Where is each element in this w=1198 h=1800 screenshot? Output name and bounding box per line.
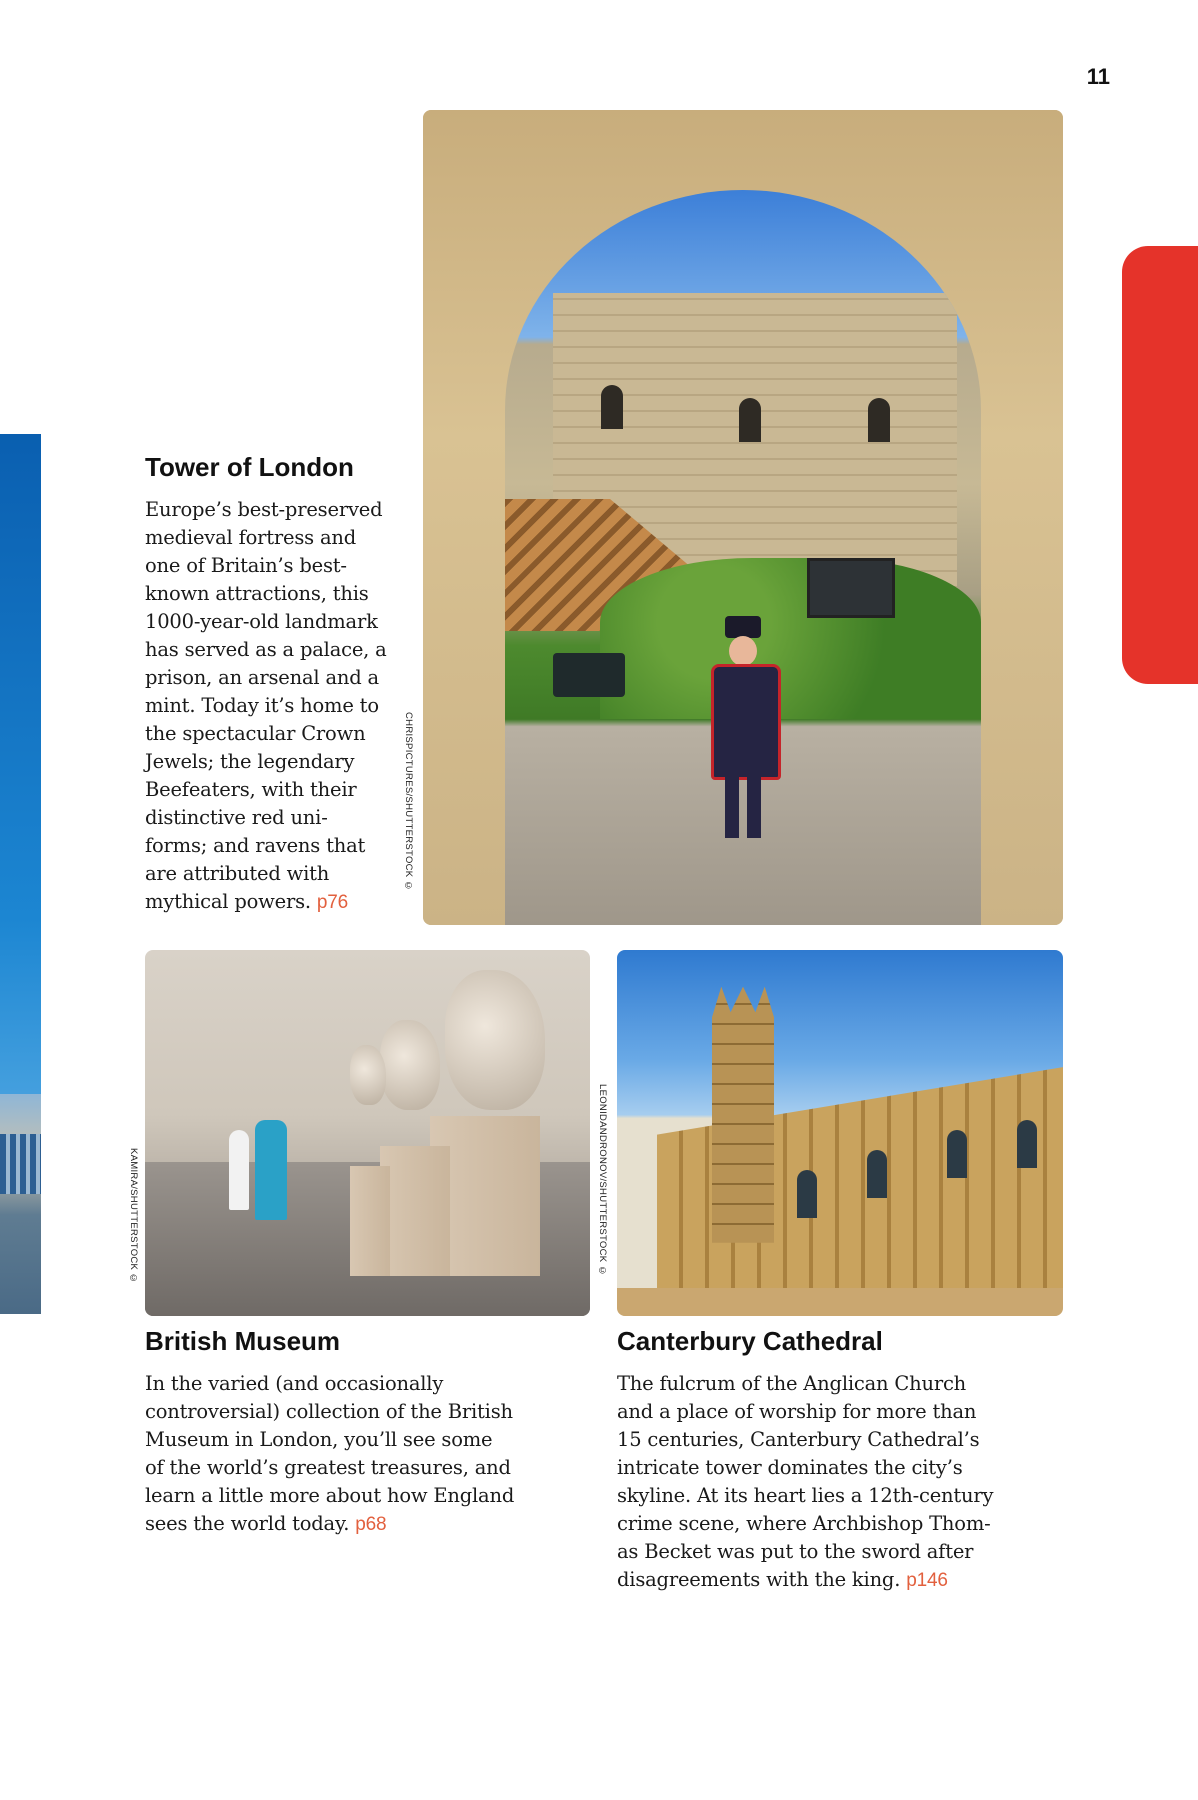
storage-chest [553, 653, 625, 697]
side-photo-strip [0, 434, 41, 1314]
tower-description [145, 496, 417, 917]
body-line: crime scene, where Archbishop Thom- [617, 1512, 991, 1535]
body-line: prison, an arsenal and a [145, 666, 379, 689]
body-line: controversial) collection of the British [145, 1400, 513, 1423]
cathedral-window [797, 1170, 817, 1218]
tower-window [739, 398, 761, 442]
yeoman-head [729, 636, 757, 666]
bridge-image-fragment [0, 1094, 41, 1314]
body-line: has served as a palace, a [145, 638, 387, 661]
plinth [350, 1166, 390, 1276]
tower-window [868, 398, 890, 442]
body-line: known attractions, this [145, 582, 369, 605]
body-line: 15 centuries, Canterbury Cathedral’s [617, 1428, 980, 1451]
body-line: learn a little more about how England [145, 1484, 515, 1507]
parthenon-sculpture [380, 1020, 440, 1110]
body-line: Museum in London, you’ll see some [145, 1428, 493, 1451]
parthenon-sculpture [445, 970, 545, 1110]
yeoman-hat [725, 616, 761, 638]
cathedral-photo-credit: LEONIDANDRONOV/SHUTTERSTOCK © [597, 1084, 608, 1277]
museum-description [145, 1370, 595, 1539]
body-line: of the world’s greatest treasures, and [145, 1456, 511, 1479]
body-line: distinctive red uni- [145, 806, 328, 829]
body-line: skyline. At its heart lies a 12th-century [617, 1484, 994, 1507]
hedge [600, 558, 981, 720]
british-museum-photo [145, 950, 590, 1316]
body-line: medieval fortress and [145, 526, 357, 549]
canterbury-cathedral-photo [617, 950, 1063, 1316]
cathedral-heading: Canterbury Cathedral [617, 1326, 883, 1356]
yeoman-warder [703, 616, 783, 846]
page-reference-link[interactable]: p68 [355, 1514, 387, 1535]
body-line: disagreements with the king. [617, 1568, 901, 1591]
museum-heading: British Museum [145, 1326, 341, 1356]
museum-visitor [255, 1120, 287, 1220]
museum-photo-credit: KAMIRA/SHUTTERSTOCK © [128, 1148, 139, 1285]
body-line: Jewels; the legendary [145, 750, 355, 773]
body-line: In the varied (and occasionally [145, 1372, 444, 1395]
tower-heading: Tower of London [145, 452, 354, 482]
body-line: one of Britain’s best- [145, 554, 347, 577]
body-line: 1000-year-old landmark [145, 610, 378, 633]
page-reference-link[interactable]: p76 [316, 892, 349, 913]
cathedral-window [1017, 1120, 1037, 1168]
cathedral-ground [617, 1288, 1063, 1316]
museum-visitor [229, 1130, 249, 1210]
yeoman-legs [725, 774, 761, 838]
body-line: Beefeaters, with their [145, 778, 357, 801]
body-line: The fulcrum of the Anglican Church [617, 1372, 967, 1395]
page-number: 11 [1086, 64, 1110, 89]
yeoman-uniform [711, 664, 781, 780]
tower-of-london-photo [423, 110, 1063, 925]
body-line: forms; and ravens that [145, 834, 366, 857]
arch-opening [505, 190, 981, 925]
body-line: the spectacular Crown [145, 722, 366, 745]
tower-photo-credit: CHRISPICTURES/SHUTTERSTOCK © [403, 712, 414, 892]
body-line: mint. Today it’s home to [145, 694, 379, 717]
plinth [380, 1146, 450, 1276]
body-line: Europe’s best-preserved [145, 498, 383, 521]
parthenon-sculpture [350, 1045, 386, 1105]
cathedral-tower [712, 987, 774, 1243]
body-line: as Becket was put to the sword after [617, 1540, 974, 1563]
chapter-tab [1122, 246, 1198, 684]
information-sign [807, 558, 895, 618]
tower-window [601, 385, 623, 429]
cathedral-window [867, 1150, 887, 1198]
cathedral-description [617, 1370, 1067, 1595]
cathedral-window [947, 1130, 967, 1178]
body-line: intricate tower dominates the city’s [617, 1456, 963, 1479]
body-line: and a place of worship for more than [617, 1400, 977, 1423]
page-reference-link[interactable]: p146 [906, 1570, 948, 1591]
body-line: sees the world today. [145, 1512, 350, 1535]
body-line: are attributed with [145, 862, 330, 885]
body-line: mythical powers. [145, 890, 311, 913]
